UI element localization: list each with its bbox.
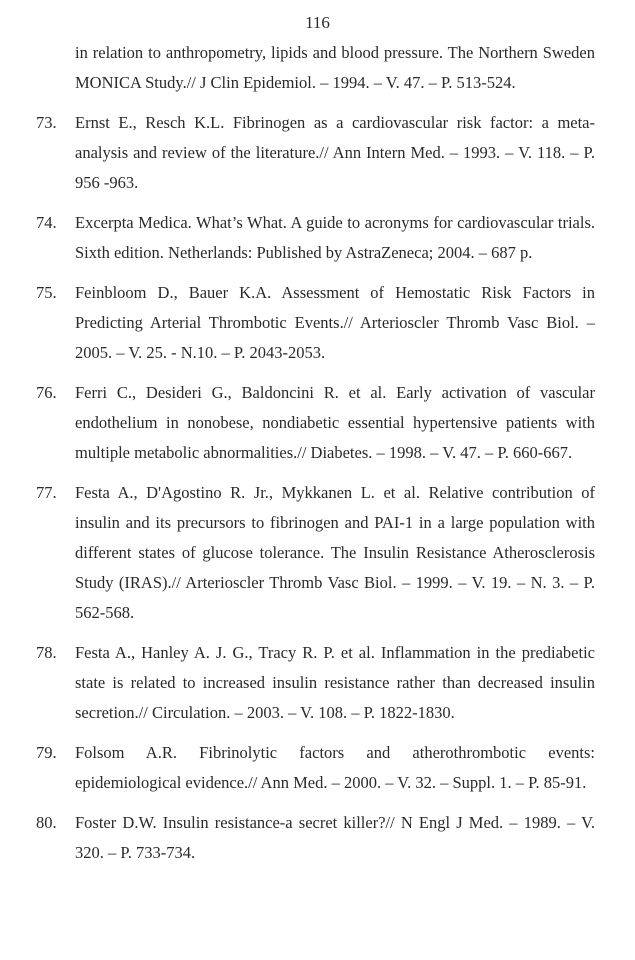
reference-text: in relation to anthropometry, lipids and blood pressure. The Northern Sweden MONICA Study.// J Clin Epidemiol. – 1994. – V. 47. – P. 513-524. (75, 43, 595, 92)
reference-item (0, 38, 635, 98)
reference-number: 77. (36, 483, 57, 502)
reference-text: Feinbloom D., Bauer K.A. Assessment of Hemostatic Risk Factors in Predicting Arterial Thrombotic Events.// Arterioscler Thromb Vasc Biol. – 2005. – V. 25. - N.10. – P. 2043-2053. (75, 283, 595, 362)
reference-text: Festa A., D'Agostino R. Jr., Mykkanen L. et al. Relative contribution of insulin and its precursors to fibrinogen and PAI-1 in a large population with different states of glucose tolerance. The Insulin Resistance Atherosclerosis Study (IRAS).// Arterioscler Thromb Vasc Biol. – 1999. – V. 19. – N. 3. – P. 562-568. (75, 483, 595, 622)
reference-number: 76. (36, 383, 57, 402)
reference-number: 79. (36, 743, 57, 762)
reference-item (0, 278, 635, 368)
reference-text: Foster D.W. Insulin resistance-a secret killer?// N Engl J Med. – 1989. – V. 320. – P. 733-734. (75, 813, 595, 862)
reference-text: Folsom A.R. Fibrinolytic factors and atherothrombotic events: epidemiological evidence.// Ann Med. – 2000. – V. 32. – Suppl. 1. – P. 85-91. (75, 743, 595, 792)
reference-item (0, 378, 635, 468)
reference-item (0, 808, 635, 868)
reference-number: 73. (36, 113, 57, 132)
reference-text: Ernst E., Resch K.L. Fibrinogen as a cardiovascular risk factor: a meta-analysis and review of the literature.// Ann Intern Med. – 1993. – V. 118. – P. 956 -963. (75, 113, 595, 192)
reference-list (0, 38, 635, 878)
page-number: 116 (305, 13, 330, 32)
reference-number: 75. (36, 283, 57, 302)
reference-number: 78. (36, 643, 57, 662)
reference-text: Ferri C., Desideri G., Baldoncini R. et al. Early activation of vascular endothelium in nonobese, nondiabetic essential hypertensive patients with multiple metabolic abnormalities.// Diabetes. – 1998. – V. 47. – P. 660-667. (75, 383, 595, 462)
reference-number: 74. (36, 213, 57, 232)
reference-text: Excerpta Medica. What’s What. A guide to acronyms for cardiovascular trials. Sixth edition. Netherlands: Published by AstraZeneca; 2004. – 687 p. (75, 213, 595, 262)
reference-item (0, 108, 635, 198)
reference-item (0, 208, 635, 268)
reference-item (0, 638, 635, 728)
reference-item (0, 738, 635, 798)
reference-text: Festa A., Hanley A. J. G., Tracy R. P. et al. Inflammation in the prediabetic state is related to increased insulin resistance rather than decreased insulin secretion.// Circulation. – 2003. – V. 108. – P. 1822-1830. (75, 643, 595, 722)
reference-item (0, 478, 635, 628)
reference-number: 80. (36, 813, 57, 832)
